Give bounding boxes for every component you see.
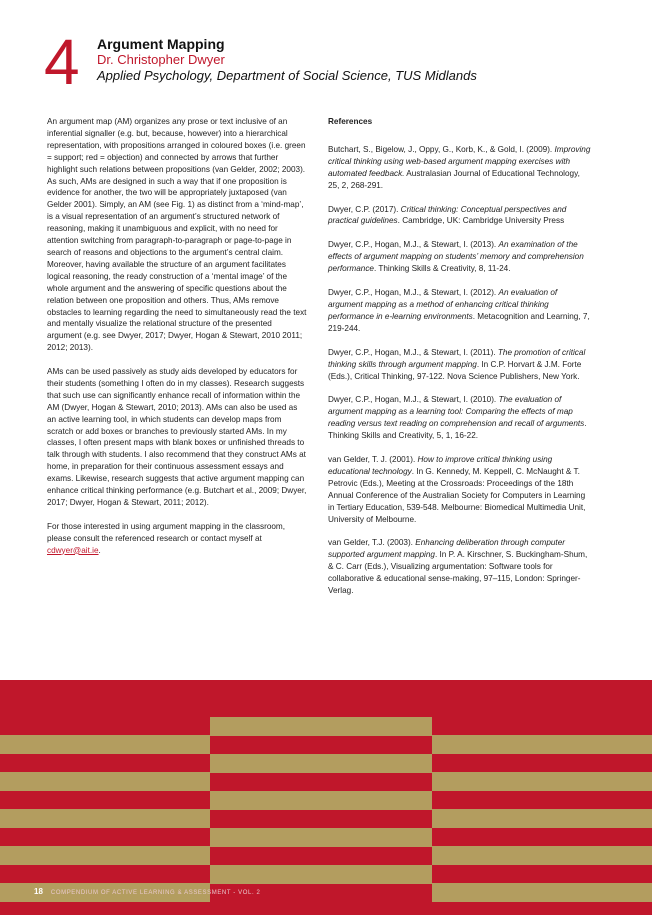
author-name: Dr. Christopher Dwyer — [97, 52, 225, 67]
body-paragraph: An argument map (AM) organizes any prose or text inclusive of an inferential signaller (e.g. but, because, however) into a hierarchical representation, with propositions arranged in coloured boxes (i.e. green = support; red = objection) and connected by arrows that further highlight such relations between propositions (van Gelder, 2002; 2003). As such, AMs are designed in such a way that if one proposition is evidence for another, the two will be appropriately juxtaposed (van Gelder 2001). Simply, an AM (see Fig. 1) as distinct from a ‘mind-map’, is a visual representation of an argument’s structured network of reasoning, making it unambiguous and explicit, with no need for attention switching from paragraph-to-paragraph or page-to-page in search of reasons and objections to the argument’s central claim. Moreover, having available the structure of an argument facilitates logical reasoning, the ready construction of a ‘mental image’ of the whole argument and the answering of specific questions about the relation between one proposition and others. Thus, AMs remove obstacles to learning regarding the need to simultaneously read the text and mentally visualize the relational structure of the presented argument (e.g. see Dwyer, 2017; Dwyer, Hogan & Stewart, 2010 2011; 2012; 2013). — [47, 117, 307, 353]
gold-stripe — [210, 754, 432, 773]
page-footer — [34, 887, 260, 896]
reference-item: Dwyer, C.P., Hogan, M.J., & Stewart, I. (2010). The evaluation of argument mapping as a learning tool: Comparing the effects of map reading versus text reading on comprehension and recall of arguments. Thinking Skills and Creativity, 5, 1, 16-22. — [328, 395, 587, 441]
contact-text-end: . — [98, 545, 101, 555]
article-title: Argument Mapping — [97, 36, 225, 52]
decorative-stripe-band — [0, 680, 652, 915]
gold-stripe — [0, 772, 210, 791]
body-column — [47, 116, 307, 568]
body-paragraph-contact — [47, 521, 307, 557]
gold-stripe — [432, 883, 652, 902]
reference-item: Dwyer, C.P., Hogan, M.J., & Stewart, I. (2012). An evaluation of argument mapping as a method of enhancing critical thinking performance in e-learning environments. Metacognition and Learning, 7, 219-244. — [328, 288, 590, 333]
publication-title: COMPENDIUM OF ACTIVE LEARNING & ASSESSMENT - VOL. 2 — [50, 890, 261, 896]
reference-list — [328, 144, 593, 597]
gold-stripe — [0, 735, 210, 754]
reference-item: Dwyer, C.P. (2017). Critical thinking: Conceptual perspectives and practical guidelines. Cambridge, UK: Cambridge University Press — [328, 204, 567, 226]
gold-stripe — [432, 735, 652, 754]
reference-item: van Gelder, T. J. (2001). How to improve critical thinking using educational technology. In G. Kennedy, M. Keppell, C. McNaught & T. Petrovic (Eds.), Meeting at the Crossroads: Proceedings of the 18th Annual Conference of the Australian Society for Computers in Learning in Tertiary Education, 539-548. Melbourne: Biomedical Multimedia Unit, University of Melbourne. — [328, 455, 586, 524]
reference-item: Butchart, S., Bigelow, J., Oppy, G., Korb, K., & Gold, I. (2009). Improving critical thinking using web-based argument mapping exercises with automated feedback. Australasian Journal of Educational Technology, 25, 2, 268-291. — [328, 144, 591, 190]
body-paragraph: AMs can be used passively as study aids developed by educators for their students (something I often do in my classes). Research suggests that such use can significantly enhance recall of information within the AM (Dwyer, Hogan & Stewart, 2010; 2013). AMs can also be used as an active learning tool, in which students can develop maps from scratch or add boxes or branches to previously started AMs. In my classes, I often present maps with blank boxes or unfinished threads to talk through with students. I also recommend that they construct AMs at home, in preparation for their continuous assessment essays and exams. Likewise, research suggests that active argument mapping can enhance critical thinking performance (e.g. Butchart et al., 2009; Dwyer, 2017; Dwyer, Hogan & Stewart, 2011; 2012). — [47, 367, 307, 507]
gold-stripe — [432, 846, 652, 865]
gold-stripe — [210, 828, 432, 847]
gold-stripe — [210, 791, 432, 810]
gold-stripe — [432, 772, 652, 791]
reference-item: Dwyer, C.P., Hogan, M.J., & Stewart, I. (2011). The promotion of critical thinking skills through argument mapping. In C.P. Horvart & J.M. Forte (Eds.), Critical Thinking, 97-122. Nova Science Publishers, New York. — [328, 347, 586, 381]
gold-stripe — [210, 717, 432, 736]
contact-email-link[interactable]: cdwyer@ait.ie — [47, 545, 99, 555]
references-heading: References — [328, 117, 373, 126]
author-affiliation: Applied Psychology, Department of Social Science, TUS Midlands — [97, 68, 477, 83]
references-column — [328, 116, 593, 609]
gold-stripe — [0, 809, 210, 828]
gold-stripe — [210, 865, 432, 884]
gold-stripe — [0, 846, 210, 865]
gold-stripe — [432, 809, 652, 828]
contact-text: For those interested in using argument mapping in the classroom, please consult the referenced research or contact myself at — [47, 521, 286, 543]
reference-item: Dwyer, C.P., Hogan, M.J., & Stewart, I. (2013). An examination of the effects of argument mapping on students’ memory and comprehension performance. Thinking Skills & Creativity, 8, 11-24. — [328, 240, 584, 274]
reference-item: van Gelder, T.J. (2003). Enhancing deliberation through computer supported argument mapping. In P. A. Kirschner, S. Buckingham-Shum, & C. Carr (Eds.), Visualizing argumentation: Software tools for collaborative & educational sense-making, 97–115, London: Springer-Verlag. — [328, 538, 588, 596]
page-number: 18 — [34, 887, 43, 896]
chapter-number: 4 — [44, 26, 80, 98]
